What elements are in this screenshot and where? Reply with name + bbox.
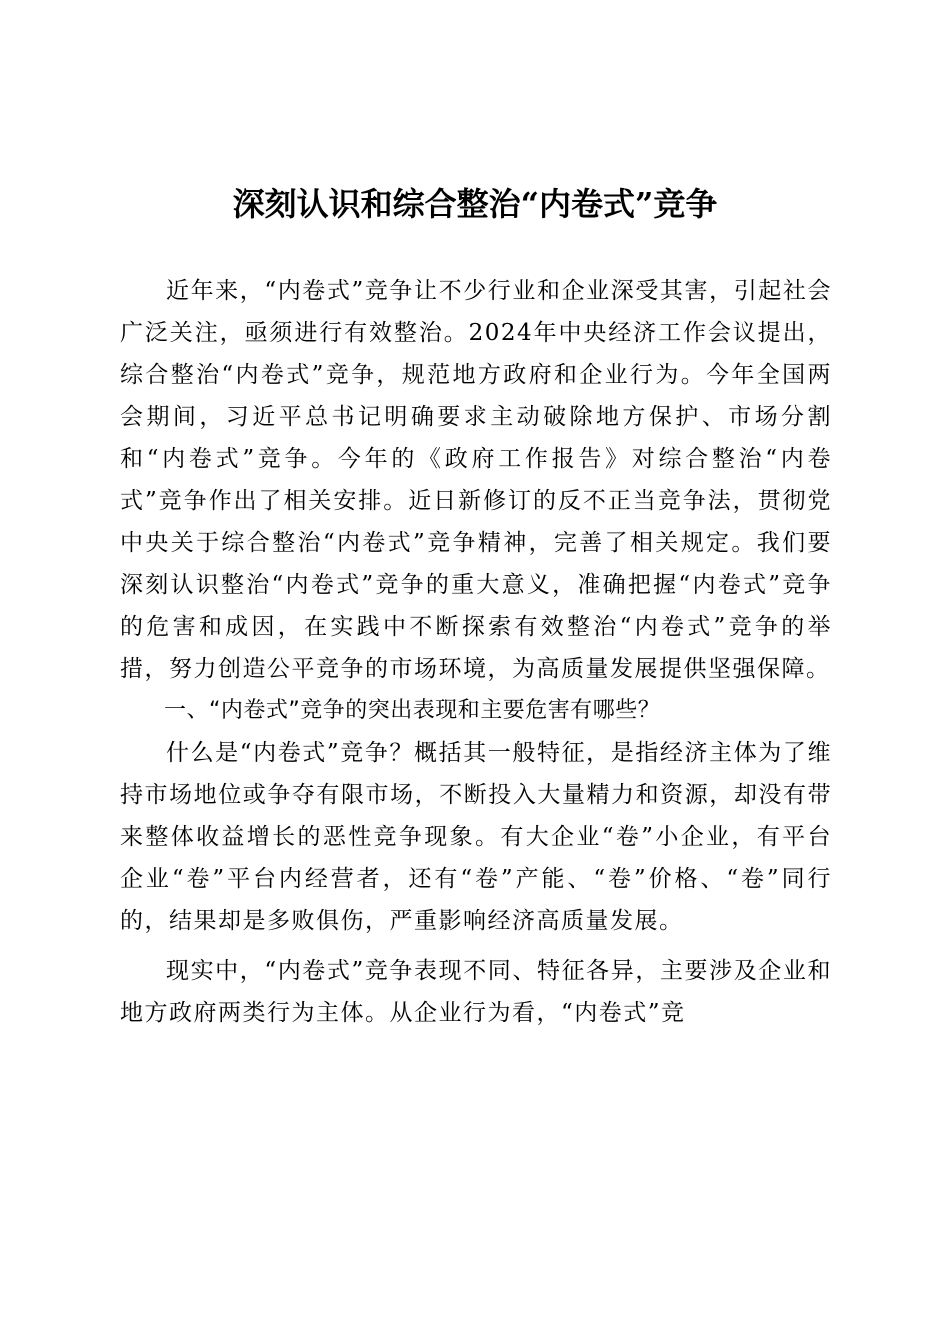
section-heading: 一、“内卷式”竞争的突出表现和主要危害有哪些？ [164,698,661,723]
section-paragraph-1: 什么是“内卷式”竞争？概括其一般特征，是指经济主体为了维持市场地位或争夺有限市场，不断投入大量精力和资源，却没有带来整体收益增长的恶性竞争现象。有大企业“卷”小企业，有平台企业“卷”平台内经营者，还有“卷”产能、“卷”价格、“卷”同行的，结果却是多败俱伤，严重影响经济高质量发展。 [120,740,832,934]
section-paragraph-2: 现实中，“内卷式”竞争表现不同、特征各异，主要涉及企业和地方政府两类行为主体。从企业行为看，“内卷式”竞 [120,958,832,1026]
paragraph-gap [120,942,832,950]
document-body [120,270,832,1034]
intro-paragraph: 近年来，“内卷式”竞争让不少行业和企业深受其害，引起社会广泛关注，亟须进行有效整治。2024年中央经济工作会议提出，综合整治“内卷式”竞争，规范地方政府和企业行为。今年全国两会期间，习近平总书记明确要求主动破除地方保护、市场分割和“内卷式”竞争。今年的《政府工作报告》对综合整治“内卷式”竞争作出了相关安排。近日新修订的反不正当竞争法，贯彻党中央关于综合整治“内卷式”竞争精神，完善了相关规定。我们要深刻认识整治“内卷式”竞争的重大意义，准确把握“内卷式”竞争的危害和成因，在实践中不断探索有效整治“内卷式”竞争的举措，努力创造公平竞争的市场环境，为高质量发展提供坚强保障。 [120,278,832,682]
document-title: 深刻认识和综合整治“内卷式”竞争 [232,185,718,223]
